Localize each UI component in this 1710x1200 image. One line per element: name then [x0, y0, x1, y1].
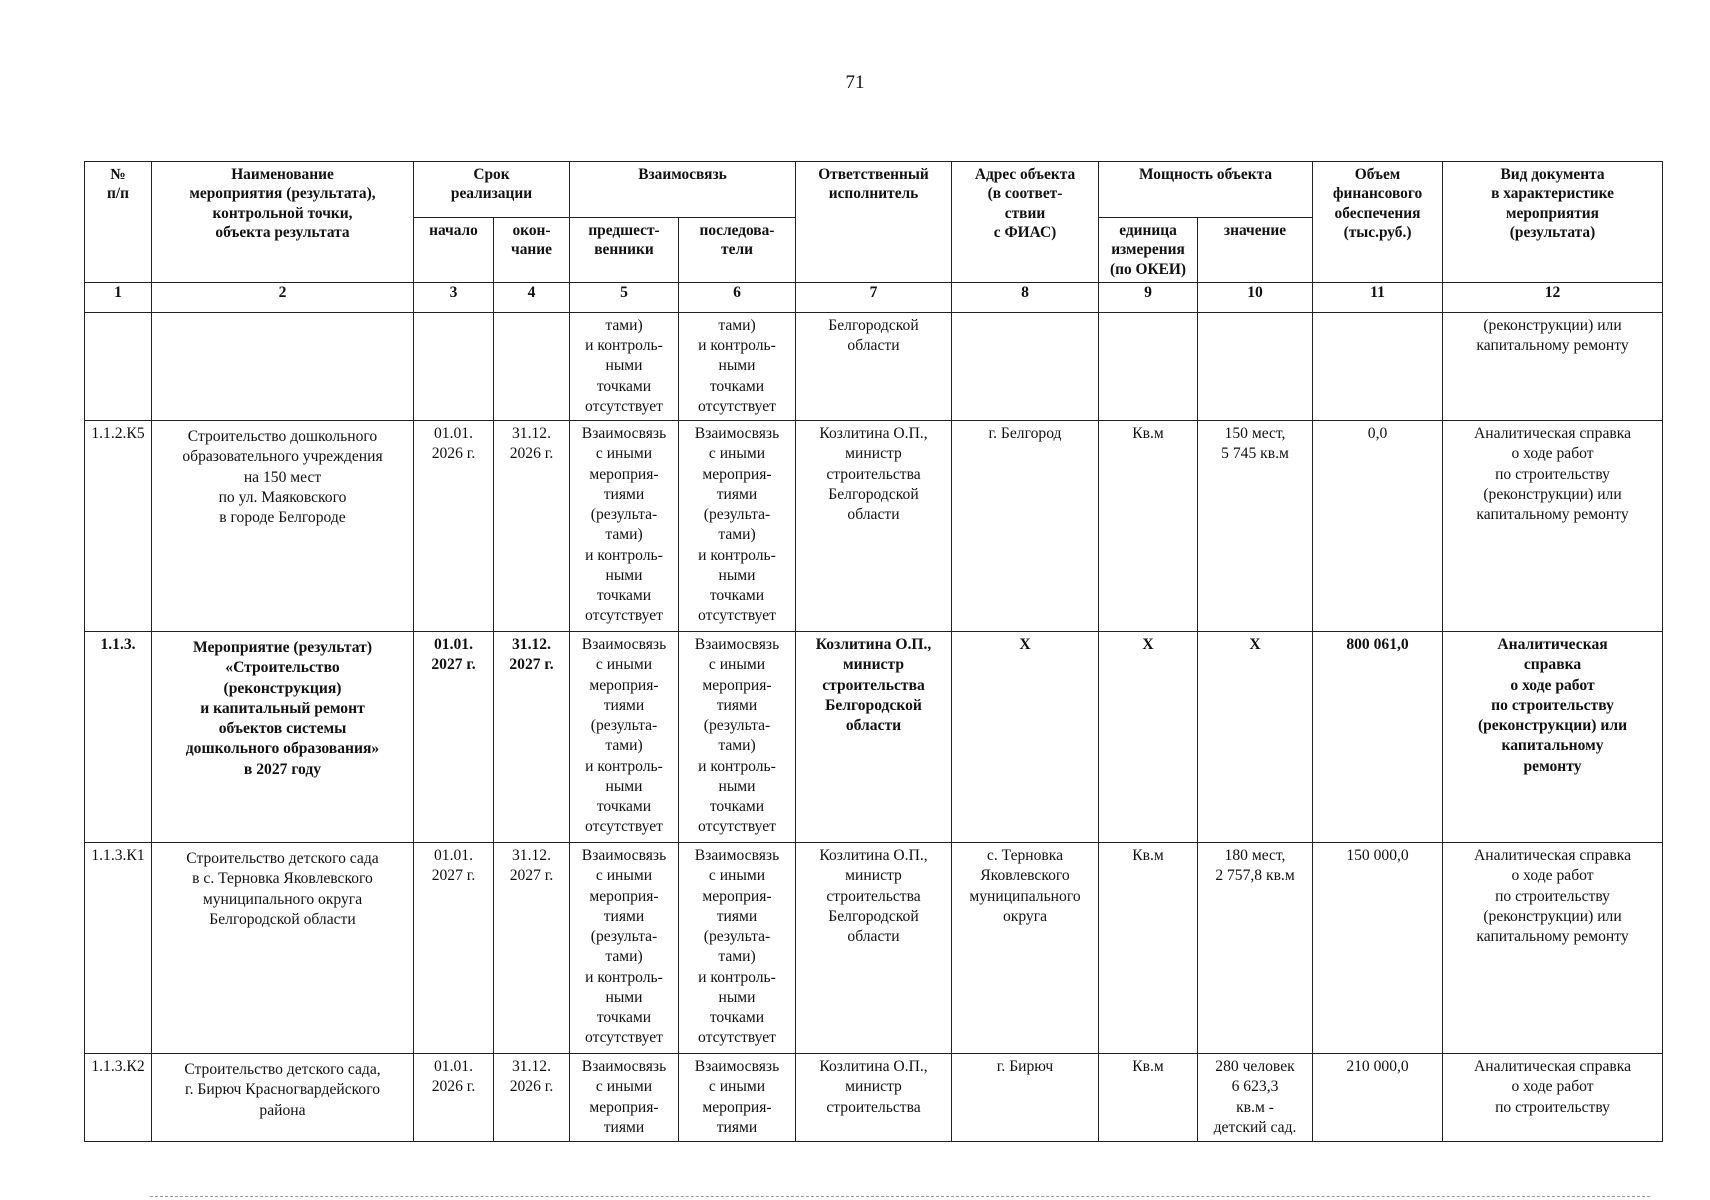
header-num: № п/п — [85, 162, 152, 283]
cell-num: 1.1.3.К2 — [85, 1054, 152, 1142]
cell-name: Мероприятие (результат) «Строительство (реконструкция) и капитальный ремонт объектов системы дошкольного образования» в 2027 году — [152, 632, 414, 843]
cell-address: с. Терновка Яковлевского муниципального округа — [952, 843, 1099, 1054]
cell-name: Строительство детского сада, г. Бирюч Красногвардейского района — [152, 1054, 414, 1142]
column-number: 10 — [1198, 282, 1313, 312]
cell-doc: (реконструкции) или капитальному ремонту — [1443, 312, 1663, 420]
cell-address — [952, 312, 1099, 420]
table-row — [85, 632, 1663, 843]
header-address: Адрес объекта (в соответ- ствии с ФИАС) — [952, 162, 1099, 283]
cell-start: 01.01. 2026 г. — [414, 1054, 494, 1142]
cell-succ: Взаимосвязь с иными мероприя- тиями (результа- тами) и контроль- ными точками отсутствует — [679, 421, 796, 632]
column-number: 11 — [1313, 282, 1443, 312]
header-name: Наименование мероприятия (результата), контрольной точки, объекта результата — [152, 162, 414, 283]
table-row — [85, 421, 1663, 632]
cell-doc: Аналитическая справка о ходе работ по строительству (реконструкции) или капитальному ремонту — [1443, 843, 1663, 1054]
cell-succ: Взаимосвязь с иными мероприя- тиями — [679, 1054, 796, 1142]
cell-end — [494, 312, 570, 420]
cell-start: 01.01. 2027 г. — [414, 843, 494, 1054]
cell-num: 1.1.2.К5 — [85, 421, 152, 632]
cell-address: X — [952, 632, 1099, 843]
column-number: 3 — [414, 282, 494, 312]
cell-pred: тами) и контроль- ными точками отсутствует — [570, 312, 679, 420]
cell-unit: Кв.м — [1099, 1054, 1198, 1142]
cell-num — [85, 312, 152, 420]
cell-finance: 800 061,0 — [1313, 632, 1443, 843]
cell-name: Строительство детского сада в с. Терновка Яковлевского муниципального округа Белгородской области — [152, 843, 414, 1054]
column-number: 9 — [1099, 282, 1198, 312]
cell-end: 31.12. 2027 г. — [494, 632, 570, 843]
column-number: 7 — [796, 282, 952, 312]
header-relation: Взаимосвязь — [570, 162, 796, 218]
cell-doc: Аналитическая справка о ходе работ по строительству — [1443, 1054, 1663, 1142]
cell-doc: Аналитическая справка о ходе работ по строительству (реконструкции) или капитальному ремонту — [1443, 421, 1663, 632]
cell-finance: 210 000,0 — [1313, 1054, 1443, 1142]
header-rel-pred: предшест- венники — [570, 218, 679, 283]
cell-address: г. Бирюч — [952, 1054, 1099, 1142]
cell-finance — [1313, 312, 1443, 420]
column-number: 1 — [85, 282, 152, 312]
column-number: 6 — [679, 282, 796, 312]
cell-unit: Кв.м — [1099, 421, 1198, 632]
cell-end: 31.12. 2027 г. — [494, 843, 570, 1054]
header-rel-succ: последова- тели — [679, 218, 796, 283]
cell-doc: Аналитическая справка о ходе работ по строительству (реконструкции) или капитальному ремонту — [1443, 632, 1663, 843]
cell-responsible: Козлитина О.П., министр строительства — [796, 1054, 952, 1142]
cell-unit: Кв.м — [1099, 843, 1198, 1054]
cell-responsible: Козлитина О.П., министр строительства Белгородской области — [796, 421, 952, 632]
cell-unit: X — [1099, 632, 1198, 843]
cell-value: 180 мест, 2 757,8 кв.м — [1198, 843, 1313, 1054]
cell-address: г. Белгород — [952, 421, 1099, 632]
header-cap-value: значение — [1198, 218, 1313, 283]
table-row — [85, 843, 1663, 1054]
cell-start: 01.01. 2026 г. — [414, 421, 494, 632]
header-cap-unit: единица измерения (по ОКЕИ) — [1099, 218, 1198, 283]
cell-pred: Взаимосвязь с иными мероприя- тиями — [570, 1054, 679, 1142]
cell-succ: Взаимосвязь с иными мероприя- тиями (результа- тами) и контроль- ными точками отсутствует — [679, 843, 796, 1054]
cell-value: 280 человек 6 623,3 кв.м - детский сад. — [1198, 1054, 1313, 1142]
cell-succ: тами) и контроль- ными точками отсутствует — [679, 312, 796, 420]
page-bottom-rule — [150, 1196, 1650, 1197]
cell-responsible: Белгородской области — [796, 312, 952, 420]
cell-unit — [1099, 312, 1198, 420]
column-number: 8 — [952, 282, 1099, 312]
cell-value: X — [1198, 632, 1313, 843]
header-responsible: Ответственный исполнитель — [796, 162, 952, 283]
activities-table — [84, 161, 1663, 1142]
table-row — [85, 312, 1663, 420]
cell-start: 01.01. 2027 г. — [414, 632, 494, 843]
cell-end: 31.12. 2026 г. — [494, 1054, 570, 1142]
cell-start — [414, 312, 494, 420]
column-number: 12 — [1443, 282, 1663, 312]
cell-pred: Взаимосвязь с иными мероприя- тиями (результа- тами) и контроль- ными точками отсутствует — [570, 843, 679, 1054]
cell-name: Строительство дошкольного образовательного учреждения на 150 мест по ул. Маяковского в городе Белгороде — [152, 421, 414, 632]
column-number: 5 — [570, 282, 679, 312]
header-doc-type: Вид документа в характеристике мероприятия (результата) — [1443, 162, 1663, 283]
header-term: Срок реализации — [414, 162, 570, 218]
cell-responsible: Козлитина О.П., министр строительства Белгородской области — [796, 843, 952, 1054]
column-number: 4 — [494, 282, 570, 312]
table-row — [85, 1054, 1663, 1142]
column-number: 2 — [152, 282, 414, 312]
cell-name — [152, 312, 414, 420]
cell-end: 31.12. 2026 г. — [494, 421, 570, 632]
cell-value: 150 мест, 5 745 кв.м — [1198, 421, 1313, 632]
header-term-start: начало — [414, 218, 494, 283]
cell-finance: 150 000,0 — [1313, 843, 1443, 1054]
cell-responsible: Козлитина О.П., министр строительства Белгородской области — [796, 632, 952, 843]
cell-num: 1.1.3. — [85, 632, 152, 843]
header-capacity: Мощность объекта — [1099, 162, 1313, 218]
cell-pred: Взаимосвязь с иными мероприя- тиями (результа- тами) и контроль- ными точками отсутствует — [570, 632, 679, 843]
cell-finance: 0,0 — [1313, 421, 1443, 632]
page-number: 71 — [845, 72, 865, 93]
cell-num: 1.1.3.К1 — [85, 843, 152, 1054]
cell-value — [1198, 312, 1313, 420]
cell-succ: Взаимосвязь с иными мероприя- тиями (результа- тами) и контроль- ными точками отсутствует — [679, 632, 796, 843]
cell-pred: Взаимосвязь с иными мероприя- тиями (результа- тами) и контроль- ными точками отсутствует — [570, 421, 679, 632]
header-finance: Объем финансового обеспечения (тыс.руб.) — [1313, 162, 1443, 283]
header-term-end: окон- чание — [494, 218, 570, 283]
